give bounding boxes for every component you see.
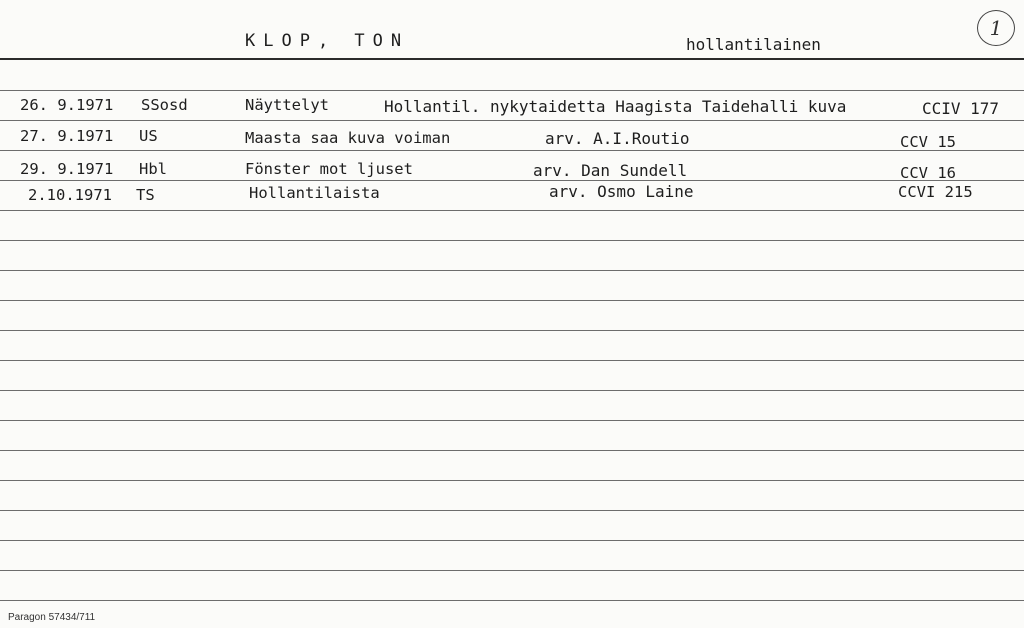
entry-date: 2.10.1971 xyxy=(28,186,112,204)
ruled-line xyxy=(0,90,1024,91)
ruled-line xyxy=(0,390,1024,391)
entry-description: arv. Osmo Laine xyxy=(549,182,694,201)
entry-title: Fönster mot ljuset xyxy=(245,160,413,178)
ruled-line xyxy=(0,600,1024,601)
entry-description: arv. Dan Sundell xyxy=(533,161,688,180)
ruled-line xyxy=(0,480,1024,481)
entry-reference: CCV 15 xyxy=(900,133,956,151)
artist-name: KLOP, TON xyxy=(245,31,410,51)
entry-title: Hollantilaista xyxy=(249,184,380,202)
ruled-line xyxy=(0,300,1024,301)
ruled-line xyxy=(0,120,1024,121)
entry-source: SSosd xyxy=(141,96,188,114)
card-number: 1 xyxy=(989,16,1003,40)
ruled-line xyxy=(0,450,1024,451)
ruled-line xyxy=(0,150,1024,151)
ruled-line xyxy=(0,330,1024,331)
entry-description: arv. A.I.Routio xyxy=(545,129,690,148)
entry-date: 29. 9.1971 xyxy=(20,160,114,178)
entry-title: Maasta saa kuva voiman xyxy=(245,129,451,147)
entry-source: TS xyxy=(136,186,155,204)
entry-title: Näyttelyt xyxy=(245,96,329,114)
entry-date: 26. 9.1971 xyxy=(20,96,114,114)
card-number-circle xyxy=(977,10,1015,46)
header-rule xyxy=(0,58,1024,60)
ruled-line xyxy=(0,270,1024,271)
ruled-line xyxy=(0,210,1024,211)
entry-reference: CCV 16 xyxy=(900,164,956,182)
entry-source: Hbl xyxy=(139,160,167,178)
ruled-line xyxy=(0,360,1024,361)
card-print-code: Paragon 57434/711 xyxy=(8,612,96,623)
ruled-line xyxy=(0,540,1024,541)
entry-description: Hollantil. nykytaidetta Haagista Taidehalli kuva xyxy=(384,97,847,116)
nationality: hollantilainen xyxy=(686,35,821,54)
entry-reference: CCVI 215 xyxy=(898,183,973,201)
entry-source: US xyxy=(139,127,158,145)
entry-date: 27. 9.1971 xyxy=(20,127,114,145)
ruled-line xyxy=(0,420,1024,421)
ruled-line xyxy=(0,510,1024,511)
ruled-line xyxy=(0,570,1024,571)
ruled-line xyxy=(0,180,1024,181)
entry-reference: CCIV 177 xyxy=(922,99,1000,118)
ruled-line xyxy=(0,240,1024,241)
